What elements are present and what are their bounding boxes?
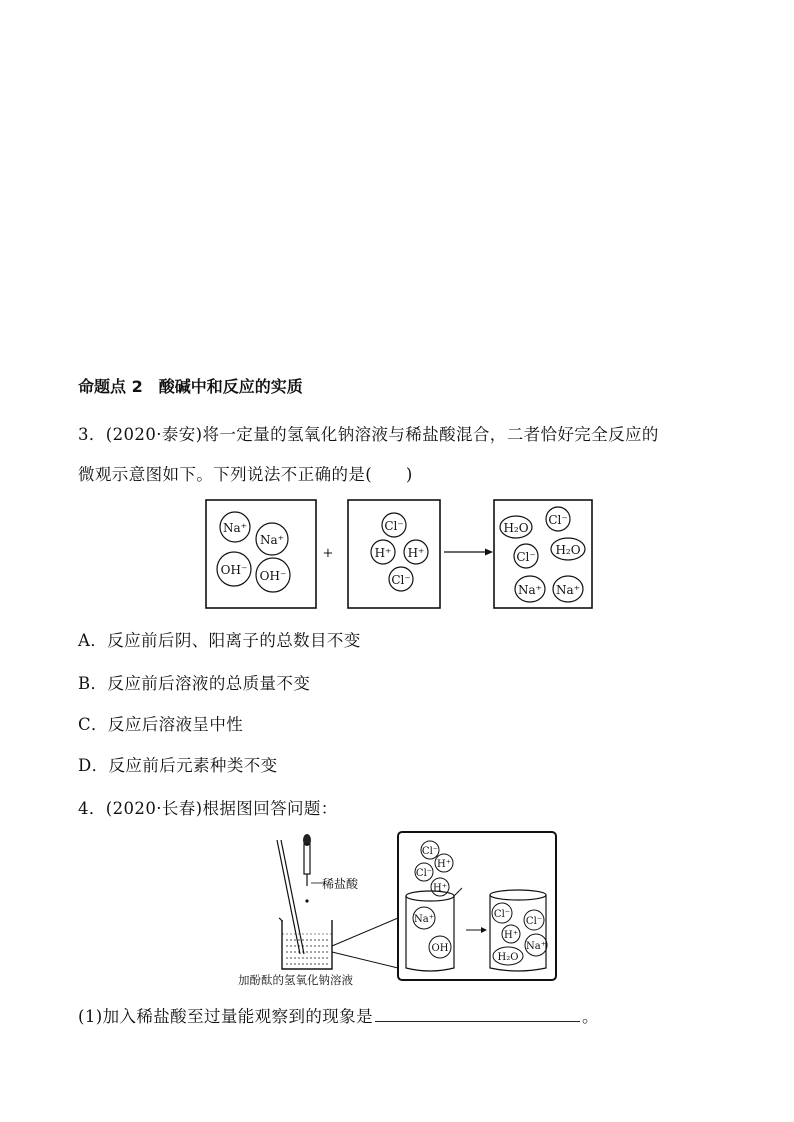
dropper-tube bbox=[304, 844, 310, 874]
ion-label: Cl⁻ bbox=[391, 573, 411, 587]
liquid-hatching bbox=[286, 940, 328, 964]
ion-label: Cl⁻ bbox=[548, 513, 568, 527]
ion-label: H⁺ bbox=[374, 546, 392, 560]
ion-label: OH⁻ bbox=[259, 569, 287, 583]
option-b: B．反应前后溶液的总质量不变 bbox=[78, 674, 311, 693]
ion-label: Na⁺ bbox=[223, 521, 247, 535]
question-3-stem-line2: 微观示意图如下。下列说法不正确的是( ) bbox=[78, 465, 413, 484]
ion-label: Cl⁻ bbox=[525, 916, 543, 927]
ion-label: OH bbox=[431, 943, 449, 954]
ion-label: H⁺ bbox=[407, 546, 425, 560]
beaker bbox=[282, 920, 332, 969]
ion-label: OH⁻ bbox=[220, 563, 248, 577]
sub1-end: 。 bbox=[581, 1007, 599, 1026]
cup-spout bbox=[454, 888, 462, 896]
question-4-stem: 4．(2020·长春)根据图回答问题： bbox=[78, 799, 338, 818]
ion-label: H⁺ bbox=[504, 930, 518, 941]
ion-label: Na⁺ bbox=[556, 583, 580, 597]
ion-label: H₂O bbox=[497, 952, 519, 963]
ion-label: Cl⁻ bbox=[415, 868, 433, 879]
ion-label: Na⁺ bbox=[414, 914, 434, 925]
section-title: 命题点 2 酸碱中和反应的实质 bbox=[78, 377, 303, 396]
answer-blank[interactable] bbox=[375, 1007, 580, 1022]
after-cup-rim bbox=[490, 890, 546, 900]
stirring-rod bbox=[277, 840, 300, 954]
acid-hcl-box bbox=[348, 500, 440, 608]
dropper-label: 稀盐酸 bbox=[322, 877, 359, 891]
ion-label: Cl⁻ bbox=[493, 909, 511, 920]
zoom-line-top bbox=[332, 918, 398, 946]
zoom-line-bottom bbox=[332, 952, 398, 968]
question-3-stem-line1: 3．(2020·泰安)将一定量的氢氧化钠溶液与稀盐酸混合，二者恰好完全反应的 bbox=[78, 425, 659, 444]
drop bbox=[305, 899, 308, 902]
ion-label: H₂O bbox=[503, 521, 529, 535]
before-cup bbox=[406, 896, 454, 971]
ion-label: Na⁺ bbox=[526, 941, 546, 952]
option-d: D．反应前后元素种类不变 bbox=[78, 756, 278, 775]
arrow-head bbox=[485, 549, 493, 556]
option-c: C．反应后溶液呈中性 bbox=[78, 715, 244, 734]
stirring-rod-edge bbox=[281, 840, 304, 954]
ion-label: Cl⁻ bbox=[516, 550, 536, 564]
ion-label: Cl⁻ bbox=[421, 846, 439, 857]
q4-arrow-head bbox=[481, 927, 487, 933]
plus-sign: + bbox=[322, 546, 334, 561]
before-cup-rim bbox=[406, 891, 454, 901]
ion-label: Na⁺ bbox=[260, 533, 284, 547]
question-4-sub-1 bbox=[78, 1003, 599, 1027]
ion-label: Na⁺ bbox=[518, 583, 542, 597]
ion-label: H⁺ bbox=[437, 859, 451, 870]
beaker-lip bbox=[279, 918, 282, 922]
option-a: A．反应前后阴、阳离子的总数目不变 bbox=[78, 631, 361, 650]
ion-label: H⁺ bbox=[433, 883, 447, 894]
q3-reaction-diagram bbox=[200, 494, 600, 612]
beaker-label: 加酚酞的氢氧化钠溶液 bbox=[238, 973, 353, 987]
ion-label: Cl⁻ bbox=[384, 519, 404, 533]
before-naoh-box bbox=[206, 500, 316, 608]
q4-neutralization-figure bbox=[232, 828, 562, 988]
ion-label: H₂O bbox=[555, 543, 581, 557]
sub1-text: (1)加入稀盐酸至过量能观察到的现象是 bbox=[78, 1007, 373, 1026]
